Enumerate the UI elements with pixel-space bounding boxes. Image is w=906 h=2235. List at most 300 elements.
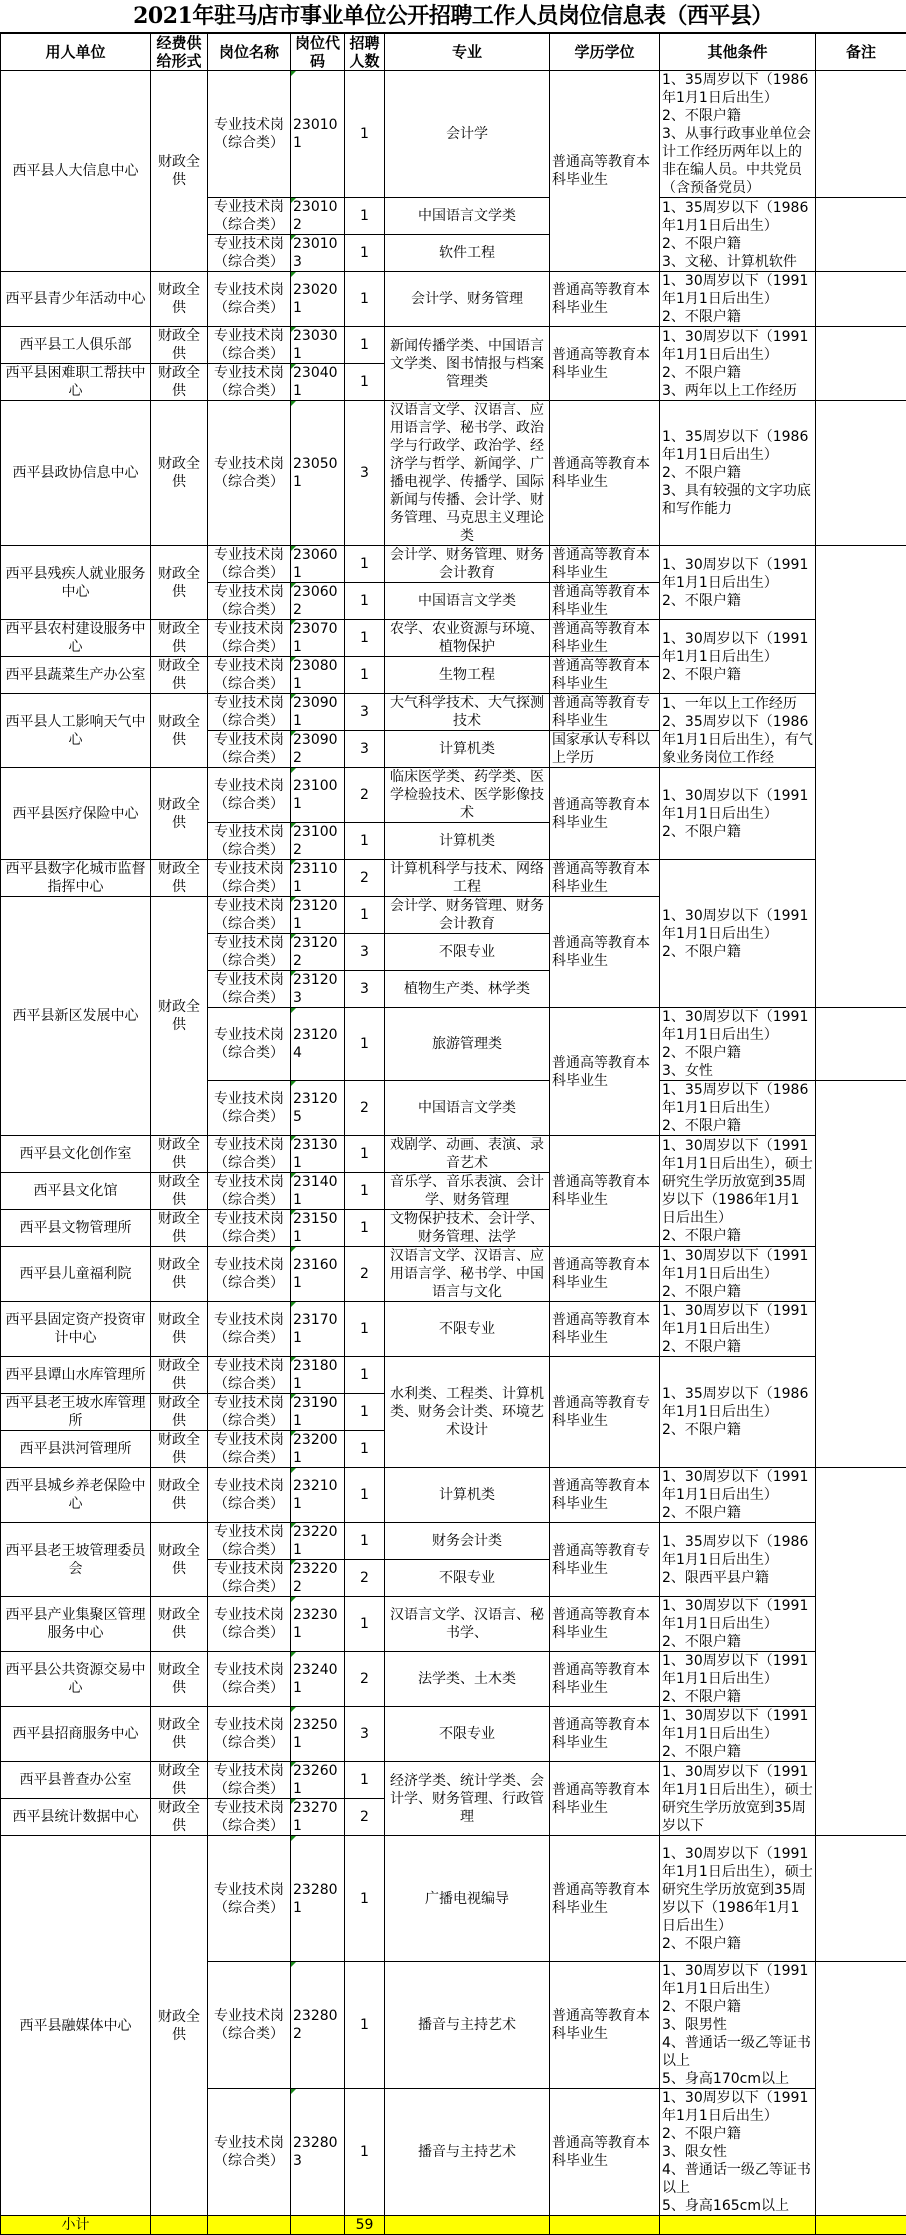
table-row [1,1762,906,1799]
hire-count: 2 [345,1560,385,1597]
post-code: 230602 [291,583,345,620]
post-code: 230902 [291,731,345,768]
post-code: 231601 [291,1247,345,1302]
hire-count: 1 [345,823,385,860]
funding-type: 财政全供 [151,364,208,401]
table-row [1,1302,906,1357]
funding-type: 财政全供 [151,1707,208,1762]
funding-type: 财政全供 [151,1652,208,1707]
unit-name: 西平县老王坡水库管理所 [1,1394,151,1431]
major: 音乐学、音乐表演、会计学、财务管理 [385,1173,550,1210]
hire-count: 1 [345,1008,385,1081]
education: 国家承认专科以上学历 [550,731,660,768]
hire-count: 1 [345,1431,385,1468]
major: 软件工程 [385,235,550,272]
funding-type: 财政全供 [151,1136,208,1173]
other-conditions: 1、30周岁以下（1991年1月1日后出生） 2、不限户籍 [660,546,816,620]
post-name: 专业技术岗（综合类） [208,235,291,272]
hire-count: 1 [345,198,385,235]
hire-count: 2 [345,1081,385,1136]
major: 会计学、财务管理、财务会计教育 [385,546,550,583]
funding-type: 财政全供 [151,1597,208,1652]
unit-name: 西平县工人俱乐部 [1,327,151,364]
hire-count: 1 [345,1173,385,1210]
major: 会计学、财务管理 [385,272,550,327]
major: 不限专业 [385,1560,550,1597]
education: 普通高等教育本科毕业生 [550,1302,660,1357]
post-name: 专业技术岗（综合类） [208,1652,291,1707]
empty-cell [385,2216,550,2235]
other-conditions: 1、35周岁以下（1986年1月1日后出生） 2、不限户籍 3、文秘、计算机软件 [660,198,816,272]
post-code: 232701 [291,1799,345,1836]
post-name: 专业技术岗（综合类） [208,1523,291,1560]
major: 植物生产类、林学类 [385,971,550,1008]
unit-name: 西平县文物管理所 [1,1210,151,1247]
table-row [1,1836,906,1962]
hire-count: 3 [345,1707,385,1762]
education: 普通高等教育本科毕业生 [550,1597,660,1652]
post-name: 专业技术岗（综合类） [208,272,291,327]
major: 不限专业 [385,934,550,971]
remarks [816,272,906,327]
hire-count: 1 [345,71,385,198]
hire-count: 1 [345,897,385,934]
funding-type: 财政全供 [151,1799,208,1836]
education: 普通高等教育本科毕业生 [550,401,660,546]
header-education: 学历学位 [550,34,660,71]
major: 中国语言文学类 [385,1081,550,1136]
post-code: 230501 [291,401,345,546]
hire-count: 1 [345,583,385,620]
post-code: 232401 [291,1652,345,1707]
education: 普通高等教育本科毕业生 [550,583,660,620]
education: 普通高等教育本科毕业生 [550,860,660,897]
post-code: 230201 [291,272,345,327]
hire-count: 1 [345,1136,385,1173]
remarks [816,1081,906,1468]
hire-count: 3 [345,401,385,546]
funding-type: 财政全供 [151,1468,208,1523]
recruitment-table [0,33,906,2235]
major: 播音与主持艺术 [385,1962,550,2089]
other-conditions: 1、30周岁以下（1991年1月1日后出生） 2、不限户籍 [660,620,816,694]
unit-name: 西平县统计数据中心 [1,1799,151,1836]
table-body [1,71,906,2216]
funding-type: 财政全供 [151,1173,208,1210]
header-conditions: 其他条件 [660,34,816,71]
post-name: 专业技术岗（综合类） [208,583,291,620]
funding-type: 财政全供 [151,657,208,694]
post-name: 专业技术岗（综合类） [208,1136,291,1173]
unit-name: 西平县农村建设服务中心 [1,620,151,657]
major: 不限专业 [385,1302,550,1357]
post-name: 专业技术岗（综合类） [208,694,291,731]
table-row [1,1652,906,1707]
table-row [1,1523,906,1560]
table-row [1,694,906,731]
unit-name: 西平县残疾人就业服务中心 [1,546,151,620]
funding-type: 财政全供 [151,401,208,546]
unit-name: 西平县医疗保险中心 [1,768,151,860]
remarks [816,1008,906,1081]
remarks [816,327,906,401]
post-name: 专业技术岗（综合类） [208,1302,291,1357]
header-post: 岗位名称 [208,34,291,71]
empty-cell [816,2216,906,2235]
major: 生物工程 [385,657,550,694]
post-code: 230701 [291,620,345,657]
table-row [1,1357,906,1394]
funding-type: 财政全供 [151,272,208,327]
unit-name: 西平县招商服务中心 [1,1707,151,1762]
post-code: 231701 [291,1302,345,1357]
major: 中国语言文学类 [385,583,550,620]
post-code: 232301 [291,1597,345,1652]
post-name: 专业技术岗（综合类） [208,1962,291,2089]
funding-type: 财政全供 [151,897,208,1136]
hire-count: 1 [345,272,385,327]
major: 农学、农业资源与环境、植物保护 [385,620,550,657]
post-code: 230601 [291,546,345,583]
education: 普通高等教育本科毕业生 [550,1008,660,1136]
funding-type: 财政全供 [151,1357,208,1394]
other-conditions: 1、30周岁以下（1991年1月1日后出生） 2、不限户籍 [660,768,816,860]
hire-count: 1 [345,1394,385,1431]
education: 普通高等教育本科毕业生 [550,768,660,860]
hire-count: 1 [345,1762,385,1799]
education: 普通高等教育本科毕业生 [550,620,660,657]
post-code: 231901 [291,1394,345,1431]
other-conditions: 1、35周岁以下（1986年1月1日后出生） 2、不限户籍 [660,1081,816,1136]
major: 计算机科学与技术、网络工程 [385,860,550,897]
other-conditions: 1、30周岁以下（1991年1月1日后出生），硕士研究生学历放宽到35周岁以下（1986年1月1日后出生） 2、不限户籍 [660,1136,816,1247]
post-name: 专业技术岗（综合类） [208,731,291,768]
post-code: 232802 [291,1962,345,2089]
unit-name: 西平县新区发展中心 [1,897,151,1136]
remarks [816,401,906,546]
major: 会计学 [385,71,550,198]
other-conditions: 1、30周岁以下（1991年1月1日后出生） 2、不限户籍 3、限男性 4、普通话一级乙等证书以上 5、身高170cm以上 [660,1962,816,2089]
remarks [816,546,906,1008]
funding-type: 财政全供 [151,327,208,364]
post-name: 专业技术岗（综合类） [208,823,291,860]
funding-type: 财政全供 [151,1762,208,1799]
other-conditions: 1、30周岁以下（1991年1月1日后出生） 2、不限户籍 [660,1707,816,1762]
unit-name: 西平县政协信息中心 [1,401,151,546]
unit-name: 西平县公共资源交易中心 [1,1652,151,1707]
hire-count: 2 [345,860,385,897]
table-row [1,401,906,546]
post-code: 230102 [291,198,345,235]
other-conditions: 1、30周岁以下（1991年1月1日后出生） 2、不限户籍 3、女性 [660,1008,816,1081]
education: 普通高等教育本科毕业生 [550,1468,660,1523]
funding-type: 财政全供 [151,71,208,272]
empty-cell [208,2216,291,2235]
education: 普通高等教育本科毕业生 [550,1247,660,1302]
post-name: 专业技术岗（综合类） [208,1468,291,1523]
major: 播音与主持艺术 [385,2089,550,2216]
subtotal-label: 小计 [1,2216,151,2235]
major: 文物保护技术、会计学、财务管理、法学 [385,1210,550,1247]
post-code: 231001 [291,768,345,823]
post-code: 231401 [291,1173,345,1210]
hire-count: 2 [345,1247,385,1302]
post-code: 232501 [291,1707,345,1762]
hire-count: 1 [345,1597,385,1652]
table-row [1,1597,906,1652]
post-code: 232801 [291,1836,345,1962]
header-count: 招聘人数 [345,34,385,71]
post-code: 231501 [291,1210,345,1247]
major: 大气科学技术、大气探测技术 [385,694,550,731]
education: 普通高等教育本科毕业生 [550,1836,660,1962]
post-name: 专业技术岗（综合类） [208,768,291,823]
other-conditions: 1、30周岁以下（1991年1月1日后出生），硕士研究生学历放宽到35周岁以下（1986年1月1日后出生） 2、不限户籍 [660,1836,816,1962]
post-code: 232202 [291,1560,345,1597]
unit-name: 西平县普查办公室 [1,1762,151,1799]
empty-cell [660,2216,816,2235]
post-name: 专业技术岗（综合类） [208,1707,291,1762]
post-name: 专业技术岗（综合类） [208,934,291,971]
subtotal-row [1,2216,906,2235]
other-conditions: 1、35周岁以下（1986年1月1日后出生） 2、限西平县户籍 [660,1523,816,1597]
unit-name: 西平县青少年活动中心 [1,272,151,327]
hire-count: 3 [345,694,385,731]
other-conditions: 1、35周岁以下（1986年1月1日后出生） 2、不限户籍 [660,1357,816,1468]
header-major: 专业 [385,34,550,71]
major: 旅游管理类 [385,1008,550,1081]
unit-name: 西平县城乡养老保险中心 [1,1468,151,1523]
post-code: 230801 [291,657,345,694]
post-name: 专业技术岗（综合类） [208,401,291,546]
hire-count: 3 [345,731,385,768]
major: 法学类、土木类 [385,1652,550,1707]
header-remarks: 备注 [816,34,906,71]
hire-count: 1 [345,546,385,583]
post-name: 专业技术岗（综合类） [208,657,291,694]
remarks [816,1962,906,2216]
post-name: 专业技术岗（综合类） [208,2089,291,2216]
funding-type: 财政全供 [151,694,208,768]
hire-count: 3 [345,971,385,1008]
hire-count: 1 [345,1468,385,1523]
education: 普通高等教育本科毕业生 [550,327,660,401]
hire-count: 1 [345,657,385,694]
table-row [1,768,906,823]
post-code: 230301 [291,327,345,364]
post-name: 专业技术岗（综合类） [208,1597,291,1652]
table-row [1,327,906,364]
post-name: 专业技术岗（综合类） [208,1799,291,1836]
funding-type: 财政全供 [151,1523,208,1597]
unit-name: 西平县文化创作室 [1,1136,151,1173]
hire-count: 1 [345,1357,385,1394]
major: 水利类、工程类、计算机类、财务会计类、环境艺术设计 [385,1357,550,1468]
major: 会计学、财务管理、财务会计教育 [385,897,550,934]
table-row [1,860,906,897]
post-name: 专业技术岗（综合类） [208,1357,291,1394]
hire-count: 2 [345,1799,385,1836]
table-row [1,272,906,327]
major: 戏剧学、动画、表演、录音艺术 [385,1136,550,1173]
hire-count: 1 [345,1210,385,1247]
hire-count: 1 [345,1962,385,2089]
remarks [816,71,906,198]
page-title: 2021年驻马店市事业单位公开招聘工作人员岗位信息表（西平县） [0,0,906,33]
unit-name: 西平县融媒体中心 [1,1836,151,2216]
other-conditions: 1、30周岁以下（1991年1月1日后出生） 2、不限户籍 [660,1597,816,1652]
funding-type: 财政全供 [151,546,208,620]
education: 普通高等教育本科毕业生 [550,1707,660,1762]
hire-count: 2 [345,1652,385,1707]
major: 广播电视编导 [385,1836,550,1962]
hire-count: 1 [345,1302,385,1357]
post-code: 230103 [291,235,345,272]
other-conditions: 1、30周岁以下（1991年1月1日后出生） 2、不限户籍 [660,272,816,327]
post-name: 专业技术岗（综合类） [208,198,291,235]
unit-name: 西平县谭山水库管理所 [1,1357,151,1394]
post-name: 专业技术岗（综合类） [208,327,291,364]
empty-cell [151,2216,208,2235]
remarks [816,198,906,272]
unit-name: 西平县蔬菜生产办公室 [1,657,151,694]
post-code: 231801 [291,1357,345,1394]
table-row [1,546,906,583]
post-name: 专业技术岗（综合类） [208,1836,291,1962]
hire-count: 2 [345,768,385,823]
other-conditions: 1、30周岁以下（1991年1月1日后出生） 2、不限户籍 [660,1652,816,1707]
major: 财务会计类 [385,1523,550,1560]
post-name: 专业技术岗（综合类） [208,897,291,934]
post-code: 231002 [291,823,345,860]
table-row [1,1707,906,1762]
post-name: 专业技术岗（综合类） [208,1008,291,1081]
education: 普通高等教育本科毕业生 [550,1962,660,2089]
post-name: 专业技术岗（综合类） [208,1560,291,1597]
major: 临床医学类、药学类、医学检验技术、医学影像技术 [385,768,550,823]
other-conditions: 1、30周岁以下（1991年1月1日后出生） 2、不限户籍 [660,1247,816,1302]
education: 普通高等教育本科毕业生 [550,1136,660,1247]
education: 普通高等教育专科毕业生 [550,1357,660,1468]
post-code: 232201 [291,1523,345,1560]
other-conditions: 1、35周岁以下（1986年1月1日后出生） 2、不限户籍 3、从事行政事业单位会计工作经历两年以上的非在编人员。中共党员（含预备党员） [660,71,816,198]
post-name: 专业技术岗（综合类） [208,1081,291,1136]
major: 汉语言文学、汉语言、秘书学、 [385,1597,550,1652]
post-name: 专业技术岗（综合类） [208,971,291,1008]
remarks [816,1836,906,1962]
education: 普通高等教育本科毕业生 [550,1762,660,1836]
education: 普通高等教育本科毕业生 [550,272,660,327]
hire-count: 1 [345,620,385,657]
post-code: 230401 [291,364,345,401]
post-name: 专业技术岗（综合类） [208,71,291,198]
major: 汉语言文学、汉语言、应用语言学、秘书学、政治学与行政学、政治学、经济学与哲学、新闻学、广播电视学、传播学、国际新闻与传播、会计学、财务管理、马克思主义理论类 [385,401,550,546]
empty-cell [291,2216,345,2235]
funding-type: 财政全供 [151,768,208,860]
major: 不限专业 [385,1707,550,1762]
post-code: 230901 [291,694,345,731]
hire-count: 3 [345,934,385,971]
post-name: 专业技术岗（综合类） [208,1394,291,1431]
post-code: 231301 [291,1136,345,1173]
other-conditions: 1、30周岁以下（1991年1月1日后出生） 2、不限户籍 3、两年以上工作经历 [660,327,816,401]
unit-name: 西平县数字化城市监督指挥中心 [1,860,151,897]
unit-name: 西平县产业集聚区管理服务中心 [1,1597,151,1652]
post-code: 232101 [291,1468,345,1523]
subtotal-total: 59 [345,2216,385,2235]
post-code: 232803 [291,2089,345,2216]
unit-name: 西平县人工影响天气中心 [1,694,151,768]
post-code: 232001 [291,1431,345,1468]
major: 中国语言文学类 [385,198,550,235]
other-conditions: 1、30周岁以下（1991年1月1日后出生），硕士研究生学历放宽到35周岁以下 [660,1762,816,1836]
unit-name: 西平县文化馆 [1,1173,151,1210]
table-row [1,1247,906,1302]
hire-count: 1 [345,2089,385,2216]
education: 普通高等教育本科毕业生 [550,897,660,1008]
post-code: 231101 [291,860,345,897]
major: 汉语言文学、汉语言、应用语言学、秘书学、中国语言与文化 [385,1247,550,1302]
education: 普通高等教育本科毕业生 [550,657,660,694]
post-name: 专业技术岗（综合类） [208,620,291,657]
funding-type: 财政全供 [151,1836,208,2216]
hire-count: 1 [345,364,385,401]
header-row [1,34,906,71]
funding-type: 财政全供 [151,1247,208,1302]
major: 计算机类 [385,731,550,768]
post-code: 230101 [291,71,345,198]
header-code: 岗位代码 [291,34,345,71]
major: 经济学类、统计学类、会计学、财务管理、行政管理 [385,1762,550,1836]
other-conditions: 1、35周岁以下（1986年1月1日后出生） 2、不限户籍 3、具有较强的文字功底和写作能力 [660,401,816,546]
unit-name: 西平县人大信息中心 [1,71,151,272]
major: 计算机类 [385,1468,550,1523]
hire-count: 1 [345,327,385,364]
post-name: 专业技术岗（综合类） [208,546,291,583]
post-name: 专业技术岗（综合类） [208,1210,291,1247]
hire-count: 1 [345,1836,385,1962]
unit-name: 西平县老王坡管理委员会 [1,1523,151,1597]
empty-cell [550,2216,660,2235]
other-conditions: 1、30周岁以下（1991年1月1日后出生） 2、不限户籍 [660,860,816,1008]
header-unit: 用人单位 [1,34,151,71]
unit-name: 西平县洪河管理所 [1,1431,151,1468]
header-funding: 经费供给形式 [151,34,208,71]
post-name: 专业技术岗（综合类） [208,1762,291,1799]
hire-count: 1 [345,1523,385,1560]
post-code: 231205 [291,1081,345,1136]
table-row [1,620,906,657]
other-conditions: 1、一年以上工作经历 2、35周岁以下（1986年1月1日后出生），有气象业务岗位工作经 [660,694,816,768]
education: 普通高等教育本科毕业生 [550,1652,660,1707]
unit-name: 西平县儿童福利院 [1,1247,151,1302]
other-conditions: 1、30周岁以下（1991年1月1日后出生） 2、不限户籍 [660,1302,816,1357]
post-code: 231203 [291,971,345,1008]
table-row [1,71,906,198]
major: 计算机类 [385,823,550,860]
funding-type: 财政全供 [151,620,208,657]
remarks [816,1468,906,1836]
other-conditions: 1、30周岁以下（1991年1月1日后出生） 2、不限户籍 3、限女性 4、普通话一级乙等证书以上 5、身高165cm以上 [660,2089,816,2216]
education: 普通高等教育本科毕业生 [550,71,660,272]
hire-count: 1 [345,235,385,272]
funding-type: 财政全供 [151,860,208,897]
post-code: 231201 [291,897,345,934]
education: 普通高等教育专科毕业生 [550,1523,660,1597]
post-name: 专业技术岗（综合类） [208,1431,291,1468]
major: 新闻传播学类、中国语言文学类、图书情报与档案管理类 [385,327,550,401]
post-code: 231202 [291,934,345,971]
